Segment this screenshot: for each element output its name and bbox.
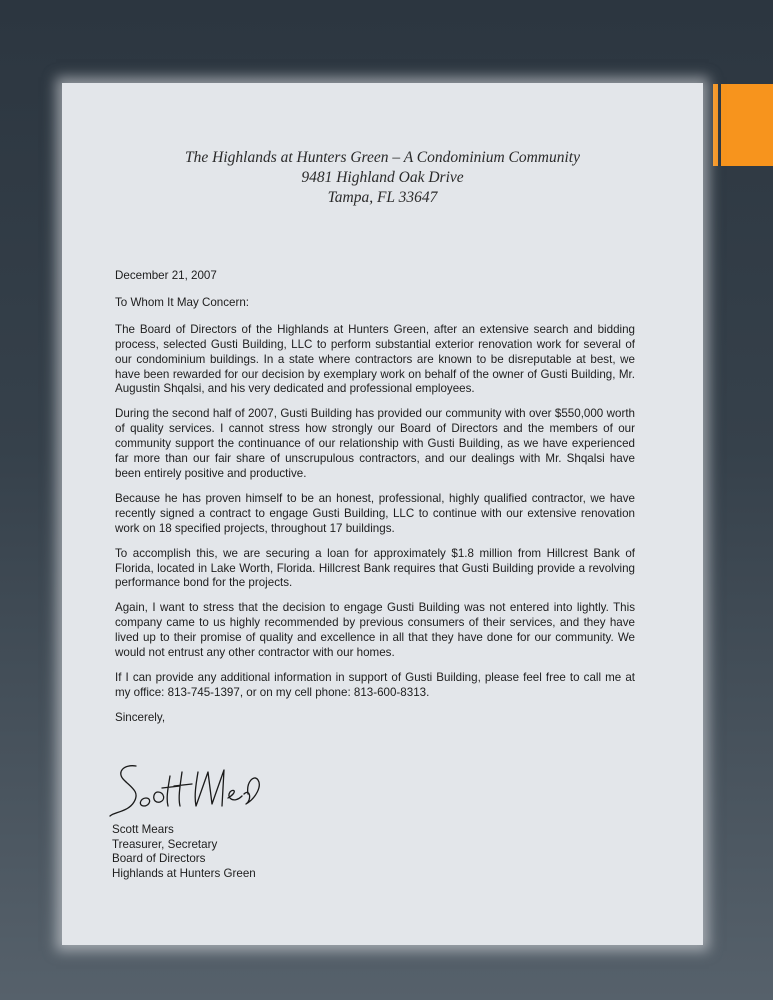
letter-paragraph: Because he has proven himself to be an honest, professional, highly qualified contractor, we have recently signed a contract to engage Gusti Building, LLC to continue with our extensive renovation work on 18 specified projects, throughout 17 buildings. xyxy=(115,491,635,535)
letter-date: December 21, 2007 xyxy=(115,269,217,282)
letterhead-city: Tampa, FL 33647 xyxy=(327,189,438,206)
signer-name: Scott Mears xyxy=(112,823,174,836)
signer-organization: Highlands at Hunters Green xyxy=(112,866,256,880)
letter-paragraph: During the second half of 2007, Gusti Building has provided our community with over $550,000 worth of quality services. I cannot stress how strongly our Board of Directors and the members of our community support the continuance of our relationship with Gusti Building, as we have experienced far more than our fair share of unscrupulous contractors, and our dealings with Mr. Shqalsi have been entirely positive and productive. xyxy=(115,407,635,480)
letter-paragraph: Again, I want to stress that the decision to engage Gusti Building was not entered into lightly. This company came to us highly recommended by previous consumers of their services, and they have lived up to their promise of quality and excellence in all that they have done for our community. We would not entrust any other contractor with our homes. xyxy=(115,601,635,660)
signer-block xyxy=(112,823,256,881)
letter-page xyxy=(62,83,703,945)
orange-accent-bar xyxy=(713,84,773,166)
letter-body xyxy=(115,269,635,736)
letter-paragraph: The Board of Directors of the Highlands at Hunters Green, after an extensive search and bidding process, selected Gusti Building, LLC to perform substantial exterior renovation work for several of our condominium buildings. In a state where contractors are known to be disreputable at best, we have been rewarded for our decision by exemplary work on behalf of the owner of Gusti Building, Mr. Augustin Shqalsi, and his very dedicated and professional employees. xyxy=(115,322,635,396)
letter-paragraph: If I can provide any additional information in support of Gusti Building, please feel free to call me at my office: 813-745-1397, or on my cell phone: 813-600-8313. xyxy=(115,670,635,699)
letterhead-street: 9481 Highland Oak Drive xyxy=(301,169,464,186)
letter-salutation: To Whom It May Concern: xyxy=(115,295,250,309)
signer-board: Board of Directors xyxy=(112,852,206,866)
letterhead xyxy=(62,148,703,208)
handwritten-signature xyxy=(106,758,266,828)
letter-closing: Sincerely, xyxy=(115,710,166,724)
letterhead-title: The Highlands at Hunters Green – A Condominium Community xyxy=(185,149,580,166)
letter-paragraph: To accomplish this, we are securing a loan for approximately $1.8 million from Hillcrest Bank of Florida, located in Lake Worth, Florida. Hillcrest Bank requires that Gusti Building provide a revolving performance bond for the projects. xyxy=(115,546,635,590)
signer-title: Treasurer, Secretary xyxy=(112,837,218,851)
